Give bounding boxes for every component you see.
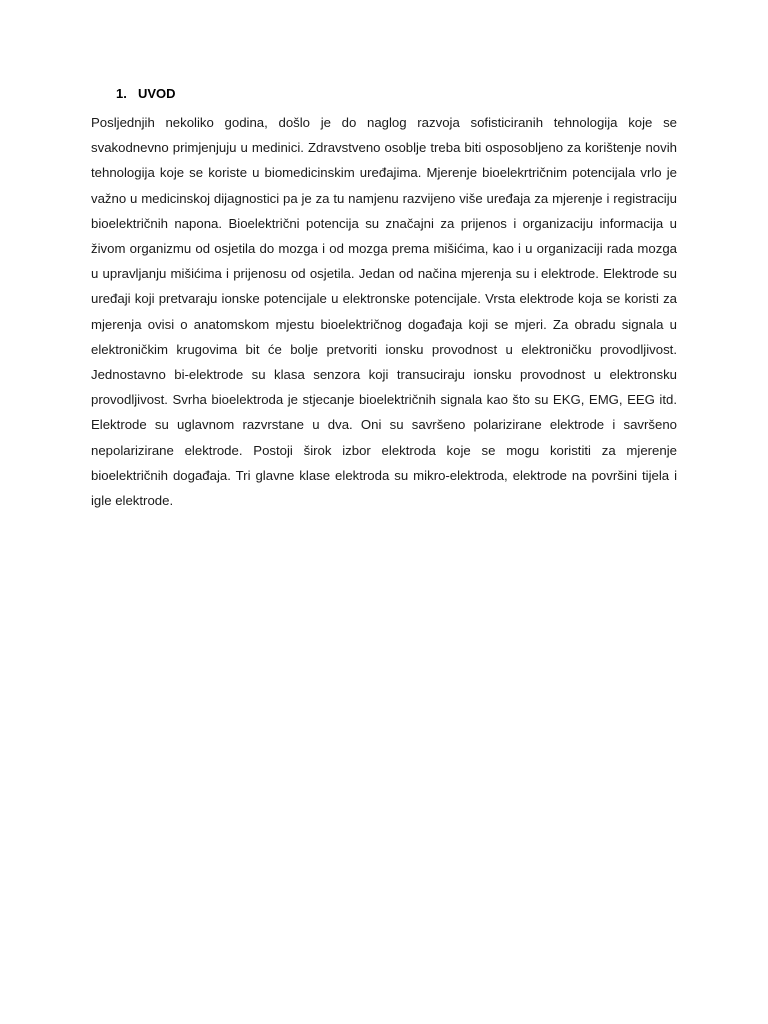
body-paragraph: Posljednjih nekoliko godina, došlo je do naglog razvoja sofisticiranih tehnologija koje se svakodnevno primjenjuju u medinici. Zdravstveno osoblje treba biti osposobljeno za korištenje novih tehnologija koje se koriste u biomedicinskim uređajima. Mjerenje bioelekrtričnim potencijala vrlo je važno u medicinskoj dijagnostici pa je za tu namjenu razvijeno više uređaja za mjerenje i registraciju bioelektričnih napona. Bioelektrični potencija su značajni za prijenos i organizaciju informacija u živom organizmu od osjetila do mozga i od mozga prema mišićima, kao i u organizaciji rada mozga u upravljanju mišićima i prijenosu od osjetila. Jedan od načina mjerenja su i elektrode. Elektrode su uređaji koji pretvaraju ionske potencijale u elektronske potencijale. Vrsta elektrode koja se koristi za mjerenja ovisi o anatomskom mjestu bioelektričnog događaja koji se mjeri. Za obradu signala u elektroničkim krugovima bit će bolje pretvoriti ionsku provodnost u elektroničku provodljivost. Jednostavno bi-elektrode su klasa senzora koji transuciraju ionsku provodnost u elektronsku provodljivost. Svrha bioelektroda je stjecanje bioelektričnih signala kao što su EKG, EMG, EEG itd. Elektrode su uglavnom razvrstane u dva. Oni su savršeno polarizirane elektrode i savršeno nepolarizirane elektrode. Postoji širok izbor elektroda koje se mogu koristiti za mjerenje bioelektričnih događaja. Tri glavne klase elektroda su mikro-elektroda, elektrode na površini tijela i igle elektrode. [91, 115, 677, 509]
section-heading [116, 86, 176, 101]
section-number: 1. [116, 86, 127, 101]
section-title: UVOD [138, 86, 176, 101]
